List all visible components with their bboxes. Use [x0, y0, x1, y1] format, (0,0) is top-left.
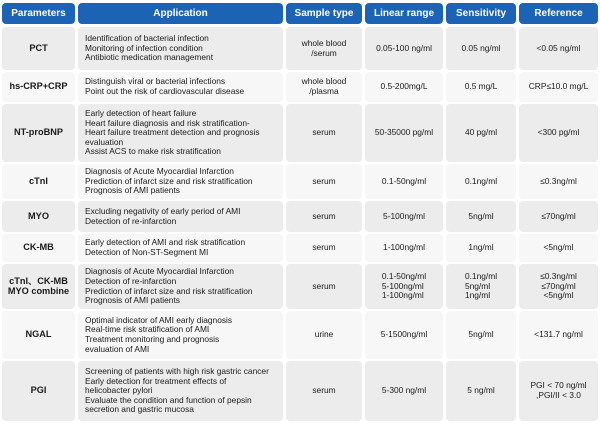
linear-range-cell-lines — [375, 128, 433, 138]
sample-type-cell — [286, 72, 362, 102]
reference-cell-lines — [537, 44, 581, 54]
linear-range-cell-line: 0.1-50ng/ml — [381, 175, 427, 186]
parameter-cell-lines — [8, 277, 69, 296]
application-cell-line: Evaluate the condition and function of pepsin — [85, 394, 252, 405]
sample-type-cell-line: serum — [312, 127, 336, 138]
reference-cell-line: ≤0.3ng/ml — [540, 271, 577, 282]
reference-cell-lines — [543, 243, 573, 253]
linear-range-cell-line: 50-35000 pg/ml — [374, 127, 434, 138]
sensitivity-cell — [446, 164, 516, 199]
application-cell-line: Early detection of heart failure — [85, 108, 197, 119]
application-cell-line: Prognosis of AMI patients — [85, 295, 180, 306]
application-cell-line: Prediction of infarct size and risk stratification — [85, 285, 253, 296]
sensitivity-cell-lines — [468, 330, 493, 340]
reference-cell-line: PGI < 70 ng/ml — [530, 380, 587, 391]
linear-range-cell-lines — [382, 386, 426, 396]
sample-type-cell-lines — [312, 177, 335, 187]
application-cell-line: evaluation — [85, 136, 124, 147]
linear-range-cell — [365, 234, 443, 262]
application-cell-line: Detection of re-infarction — [85, 275, 177, 286]
reference-cell — [519, 311, 598, 359]
sample-type-cell-lines — [312, 243, 335, 253]
sample-type-cell — [286, 104, 362, 162]
sensitivity-cell-lines — [465, 82, 498, 92]
sensitivity-cell — [446, 361, 516, 421]
sample-type-cell-lines — [312, 212, 335, 222]
reference-cell-lines — [534, 330, 583, 340]
application-cell-lines — [85, 367, 269, 415]
header-sample-type: Sample type — [286, 3, 362, 24]
linear-range-cell — [365, 264, 443, 309]
parameter-cell-line: cTnI、CK-MB — [9, 275, 68, 286]
sensitivity-cell-lines — [461, 44, 500, 54]
application-cell-line: Real-time risk stratification of AMI — [85, 324, 210, 335]
application-cell-lines — [85, 316, 232, 354]
sensitivity-cell-line: 0.05 ng/ml — [461, 42, 501, 53]
linear-range-cell — [365, 311, 443, 359]
sensitivity-cell-line: 40 pg/ml — [464, 127, 498, 138]
reference-cell-lines — [540, 272, 577, 301]
reference-cell-line: ,PGI/II < 3.0 — [536, 390, 581, 400]
sample-type-cell-lines — [312, 386, 335, 396]
application-cell — [78, 72, 283, 102]
sample-type-cell-lines — [312, 282, 335, 292]
sample-type-cell-line: urine — [314, 329, 334, 340]
sample-type-cell-line: serum — [312, 242, 336, 253]
application-cell-line: Diagnosis of Acute Myocardial Infarction — [85, 266, 234, 277]
parameter-cell-line: MYO combine — [7, 285, 70, 296]
application-cell-line: Excluding negativity of early period of AMI — [85, 205, 241, 216]
sensitivity-cell — [446, 72, 516, 102]
application-cell — [78, 104, 283, 162]
sample-type-cell-lines — [315, 330, 334, 340]
sample-type-cell-line: whole blood — [301, 37, 347, 48]
parameter-cell — [2, 164, 75, 199]
sample-type-cell — [286, 201, 362, 232]
application-cell — [78, 234, 283, 262]
sample-type-cell-lines — [312, 128, 335, 138]
linear-range-cell-line: 5-100ng/ml — [381, 280, 424, 291]
linear-range-cell-line: 5-100ng/ml — [383, 210, 425, 221]
application-cell-lines — [85, 34, 213, 63]
reference-cell — [519, 264, 598, 309]
application-cell-line: Detection of Non-ST-Segment MI — [85, 247, 209, 257]
parameter-cell-line: cTnI — [29, 175, 48, 186]
linear-range-cell-lines — [380, 82, 427, 92]
linear-range-cell — [365, 104, 443, 162]
sensitivity-cell-lines — [465, 128, 497, 138]
linear-range-cell — [365, 361, 443, 421]
parameter-cell-line: hs-CRP+CRP — [9, 81, 68, 92]
reference-cell — [519, 361, 598, 421]
application-cell-lines — [85, 167, 253, 196]
application-cell — [78, 311, 283, 359]
linear-range-cell-lines — [382, 272, 426, 301]
reference-cell — [519, 164, 598, 199]
reference-cell-lines — [541, 212, 575, 222]
sample-type-cell-line: /plasma — [309, 86, 339, 96]
sensitivity-cell — [446, 234, 516, 262]
linear-range-cell-line: 1-100ng/ml — [381, 290, 424, 301]
linear-range-cell-line: 0.05-100 ng/ml — [376, 42, 432, 53]
linear-range-cell-lines — [383, 243, 425, 253]
sensitivity-cell-line: 5ng/ml — [468, 329, 494, 340]
linear-range-cell-line: 5-300 ng/ml — [381, 385, 427, 396]
sensitivity-cell-lines — [468, 212, 493, 222]
application-cell-lines — [85, 238, 245, 257]
sample-type-cell-line: serum — [312, 385, 336, 396]
header-parameters: Parameters — [2, 3, 75, 24]
application-cell-line: Identification of bacterial infection — [85, 33, 209, 44]
parameter-cell — [2, 234, 75, 262]
sensitivity-cell — [446, 27, 516, 70]
sensitivity-cell — [446, 264, 516, 309]
parameter-cell — [2, 72, 75, 102]
application-cell-line: evaluation of AMI — [85, 343, 150, 354]
reference-cell-line: <300 pg/ml — [537, 127, 580, 138]
parameter-cell-line: PGI — [30, 385, 47, 396]
application-cell-line: Early detection of AMI and risk stratification — [85, 237, 246, 248]
application-cell-line: Heart failure treatment detection and prognosis — [85, 127, 260, 138]
sample-type-cell-line: /serum — [311, 47, 337, 58]
reference-cell-line: <131.7 ng/ml — [534, 329, 583, 340]
parameter-cell — [2, 104, 75, 162]
parameter-cell-line: MYO — [28, 210, 49, 221]
reference-cell-line: ≤70ng/ml — [541, 280, 576, 291]
parameter-cell-lines — [28, 212, 49, 222]
header-linear-range: Linear range — [365, 3, 443, 24]
reference-cell — [519, 27, 598, 70]
parameter-cell — [2, 361, 75, 421]
sample-type-cell — [286, 234, 362, 262]
sensitivity-cell-line: 5ng/ml — [468, 210, 494, 221]
reference-cell-line: <5ng/ml — [543, 290, 574, 301]
reference-cell-line: <5ng/ml — [543, 242, 574, 253]
parameter-cell-lines — [23, 243, 54, 253]
sensitivity-cell-line: 0.5 mg/L — [464, 81, 498, 92]
reference-cell-lines — [530, 381, 586, 400]
application-cell — [78, 164, 283, 199]
application-cell-line: Distinguish viral or bacterial infections — [85, 76, 226, 87]
sensitivity-cell-lines — [465, 177, 497, 187]
reference-cell — [519, 234, 598, 262]
reference-cell-line: ≤70ng/ml — [541, 210, 576, 221]
parameter-cell-lines — [29, 177, 48, 187]
linear-range-cell-line: 1-100ng/ml — [383, 242, 425, 253]
reference-cell — [519, 104, 598, 162]
application-cell-lines — [85, 109, 260, 157]
application-cell — [78, 201, 283, 232]
application-cell-line: Early detection for treatment effects of — [85, 375, 227, 386]
parameter-cell-lines — [31, 386, 47, 396]
parameter-cell-lines — [29, 44, 47, 54]
sample-type-cell-line: serum — [312, 175, 336, 186]
application-cell-line: Screening of patients with high risk gastric cancer — [85, 366, 269, 377]
sample-type-cell — [286, 361, 362, 421]
application-cell-line: Antibiotic medication management — [85, 52, 214, 63]
parameter-cell-lines — [25, 330, 51, 340]
sensitivity-cell-line: 0.1ng/ml — [464, 175, 498, 186]
application-cell — [78, 27, 283, 70]
sensitivity-cell-line: 1ng/ml — [468, 242, 494, 253]
reference-cell-lines — [529, 82, 589, 92]
application-cell-line: secretion and gastric mucosa — [85, 404, 194, 415]
application-cell-line: helicobacter pylori — [85, 385, 153, 396]
linear-range-cell — [365, 72, 443, 102]
parameter-cell-line: CK-MB — [23, 242, 54, 253]
header-application: Application — [78, 3, 283, 24]
sensitivity-cell-line: 5 ng/ml — [467, 385, 495, 396]
parameter-cell-line: NT-proBNP — [14, 127, 63, 138]
application-cell-line: Optimal indicator of AMI early diagnosis — [85, 314, 233, 325]
application-cell-line: Treatment monitoring and prognosis — [85, 334, 220, 344]
application-cell-lines — [85, 207, 241, 226]
sensitivity-cell-line: 0.1ng/ml — [464, 271, 498, 282]
linear-range-cell — [365, 164, 443, 199]
sensitivity-cell — [446, 311, 516, 359]
sample-type-cell-lines — [302, 39, 347, 58]
sensitivity-cell-line: 1ng/ml — [464, 290, 491, 301]
linear-range-cell-lines — [383, 212, 425, 222]
application-cell-lines — [85, 77, 244, 96]
sample-type-cell — [286, 164, 362, 199]
sample-type-cell-line: whole blood — [301, 76, 347, 87]
linear-range-cell-lines — [376, 44, 432, 54]
sensitivity-cell-lines — [468, 243, 493, 253]
reference-cell-lines — [538, 128, 580, 138]
application-cell-line: Prognosis of AMI patients — [85, 185, 180, 196]
reference-cell-line: <0.05 ng/ml — [536, 42, 581, 53]
reference-cell-lines — [540, 177, 577, 187]
header-sensitivity: Sensitivity — [446, 3, 516, 24]
sensitivity-cell-lines — [465, 272, 497, 301]
application-cell-line: Assist ACS to make risk stratification — [85, 146, 221, 157]
parameter-cell-lines — [14, 128, 63, 138]
reference-cell-line: ≤0.3ng/ml — [540, 175, 577, 186]
parameter-cell — [2, 311, 75, 359]
sensitivity-cell — [446, 104, 516, 162]
sensitivity-cell-line: 5ng/ml — [464, 280, 491, 291]
parameter-cell-line: PCT — [29, 42, 48, 53]
sensitivity-cell — [446, 201, 516, 232]
application-cell — [78, 264, 283, 309]
linear-range-cell-line: 0.5-200mg/L — [380, 81, 428, 92]
application-cell-line: Monitoring of infection condition — [85, 42, 203, 53]
parameter-cell-line: NGAL — [25, 329, 52, 340]
reference-cell — [519, 72, 598, 102]
application-cell-line: Prediction of infarct size and risk stratification — [85, 175, 253, 186]
sample-type-cell — [286, 27, 362, 70]
sample-type-cell — [286, 264, 362, 309]
sample-type-cell — [286, 311, 362, 359]
sensitivity-cell-lines — [467, 386, 494, 396]
sample-type-cell-line: serum — [312, 210, 336, 221]
linear-range-cell-line: 0.1-50ng/ml — [381, 271, 427, 282]
application-cell-line: Point out the risk of cardiovascular disease — [85, 86, 245, 96]
header-reference: Reference — [519, 3, 598, 24]
application-cell-line: Diagnosis of Acute Myocardial Infarction — [85, 166, 234, 177]
linear-range-cell — [365, 27, 443, 70]
reference-cell — [519, 201, 598, 232]
application-cell-lines — [85, 267, 253, 305]
application-cell-line: Heart failure diagnosis and risk stratification- — [85, 117, 250, 128]
sample-type-cell-lines — [302, 77, 347, 96]
application-cell-line: Detection of re-infarction — [85, 215, 177, 226]
linear-range-cell-lines — [381, 330, 428, 340]
parameter-cell-lines — [10, 82, 68, 92]
parameter-cell — [2, 201, 75, 232]
parameter-cell — [2, 264, 75, 309]
application-cell — [78, 361, 283, 421]
linear-range-cell — [365, 201, 443, 232]
reference-cell-line: CRP≤10.0 mg/L — [528, 81, 589, 92]
parameter-cell — [2, 27, 75, 70]
sample-type-cell-line: serum — [312, 280, 336, 291]
linear-range-cell-line: 5-1500ng/ml — [380, 329, 428, 340]
linear-range-cell-lines — [382, 177, 426, 187]
